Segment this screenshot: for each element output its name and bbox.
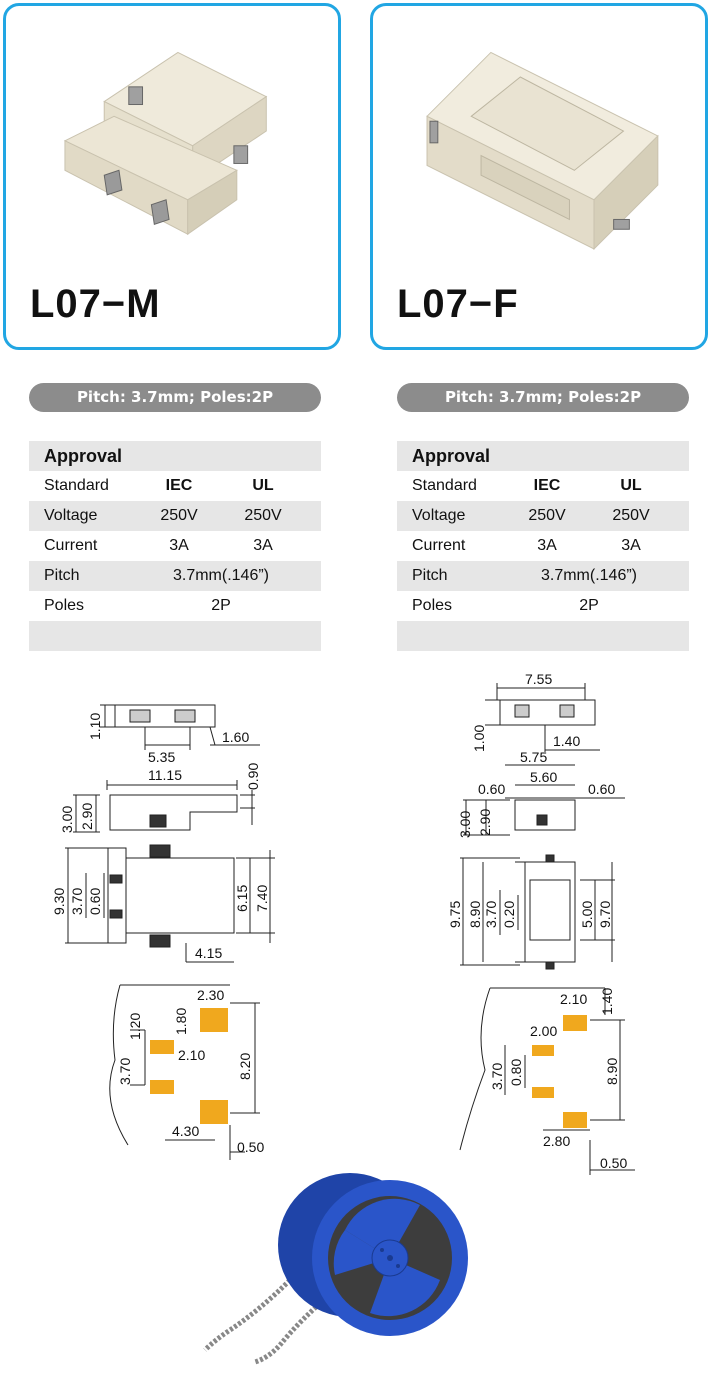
dim-label: 0.80 xyxy=(508,1058,524,1086)
poles-value: 2P xyxy=(579,597,599,614)
dim-label: 1.80 xyxy=(173,1007,189,1035)
dim-label: 7.40 xyxy=(254,884,270,912)
pitch-poles-badge: Pitch: 3.7mm; Poles:2P xyxy=(397,383,689,412)
solder-pad xyxy=(532,1087,554,1098)
row-label: Poles xyxy=(44,597,85,614)
pitch-value: 3.7mm(.146”) xyxy=(172,567,270,584)
row-label: Voltage xyxy=(44,507,98,524)
solder-pad xyxy=(200,1008,228,1032)
voltage-ul: 250V xyxy=(244,507,282,524)
dim-label: 2.10 xyxy=(178,1047,206,1063)
solder-pad xyxy=(532,1045,554,1056)
pitch-value: 3.7mm(.146”) xyxy=(540,567,638,584)
row-label: Standard xyxy=(412,477,477,494)
dim-label: 5.00 xyxy=(579,900,595,928)
current-ul: 3A xyxy=(621,537,641,554)
dim-label: 1.60 xyxy=(222,729,250,745)
dim-label: 1.40 xyxy=(553,733,581,749)
dim-label: 2.90 xyxy=(477,808,493,836)
dim-label: 1.40 xyxy=(599,987,615,1015)
dim-label: 5.60 xyxy=(530,769,558,785)
tape-reel-image xyxy=(205,1173,468,1362)
dim-label: 2.30 xyxy=(197,987,225,1003)
dim-label: 2.80 xyxy=(543,1133,571,1149)
dim-label: 6.15 xyxy=(234,884,250,912)
dim-label: 8.90 xyxy=(467,900,483,928)
current-iec: 3A xyxy=(537,537,557,554)
dim-label: 9.75 xyxy=(447,900,463,928)
dim-label: 8.90 xyxy=(604,1057,620,1085)
voltage-iec: 250V xyxy=(160,507,198,524)
standard-ul: UL xyxy=(620,477,642,494)
dim-label: 5.35 xyxy=(148,749,176,765)
solder-pad xyxy=(563,1015,587,1031)
table-title: Approval xyxy=(412,446,491,466)
dim-label: 2.10 xyxy=(560,991,588,1007)
dim-label: 9.30 xyxy=(51,887,67,915)
standard-iec: IEC xyxy=(165,477,193,494)
model-name: L07−F xyxy=(397,282,519,326)
dim-label: 2.00 xyxy=(530,1023,558,1039)
dim-label: 5.75 xyxy=(520,749,548,765)
dim-label: 1.00 xyxy=(471,724,487,752)
voltage-iec: 250V xyxy=(528,507,566,524)
dim-label: 7.55 xyxy=(525,671,553,687)
front-view-right xyxy=(485,683,600,752)
dim-label: 11.15 xyxy=(148,767,182,783)
row-label: Pitch xyxy=(44,567,80,584)
dim-label: 0.50 xyxy=(600,1155,628,1171)
dim-label: 1.20 xyxy=(127,1012,143,1040)
dim-label: 0.60 xyxy=(478,781,506,797)
dim-label: 0.50 xyxy=(237,1139,265,1155)
dim-label: 0.60 xyxy=(588,781,616,797)
solder-pad xyxy=(200,1100,228,1124)
dim-label: 4.15 xyxy=(195,945,223,961)
dim-label: 1.10 xyxy=(87,712,103,740)
dim-label: 3.70 xyxy=(489,1062,505,1090)
dim-label: 3.70 xyxy=(483,900,499,928)
poles-value: 2P xyxy=(211,597,231,614)
dim-label: 3.70 xyxy=(117,1057,133,1085)
model-name: L07−M xyxy=(30,282,161,326)
row-label: Poles xyxy=(412,597,453,614)
row-label: Current xyxy=(44,537,98,554)
dim-label: 0.90 xyxy=(245,762,261,790)
dim-label: 2.90 xyxy=(79,802,95,830)
table-title: Approval xyxy=(44,446,123,466)
row-label: Standard xyxy=(44,477,109,494)
standard-ul: UL xyxy=(252,477,274,494)
standard-iec: IEC xyxy=(533,477,561,494)
dim-label: 0.20 xyxy=(501,900,517,928)
row-label: Current xyxy=(412,537,466,554)
solder-pad xyxy=(563,1112,587,1128)
solder-pad xyxy=(150,1040,174,1054)
current-ul: 3A xyxy=(253,537,273,554)
row-label: Voltage xyxy=(412,507,466,524)
row-label: Pitch xyxy=(412,567,448,584)
current-iec: 3A xyxy=(169,537,189,554)
solder-pad xyxy=(150,1080,174,1094)
dim-label: 3.00 xyxy=(59,805,75,833)
dim-label: 3.00 xyxy=(457,810,473,838)
dim-label: 9.70 xyxy=(597,900,613,928)
voltage-ul: 250V xyxy=(612,507,650,524)
dim-label: 0.60 xyxy=(87,887,103,915)
dim-label: 8.20 xyxy=(237,1052,253,1080)
dim-label: 4.30 xyxy=(172,1123,200,1139)
side-view-left xyxy=(73,780,255,832)
dim-label: 3.70 xyxy=(69,887,85,915)
pitch-poles-badge: Pitch: 3.7mm; Poles:2P xyxy=(29,383,321,412)
